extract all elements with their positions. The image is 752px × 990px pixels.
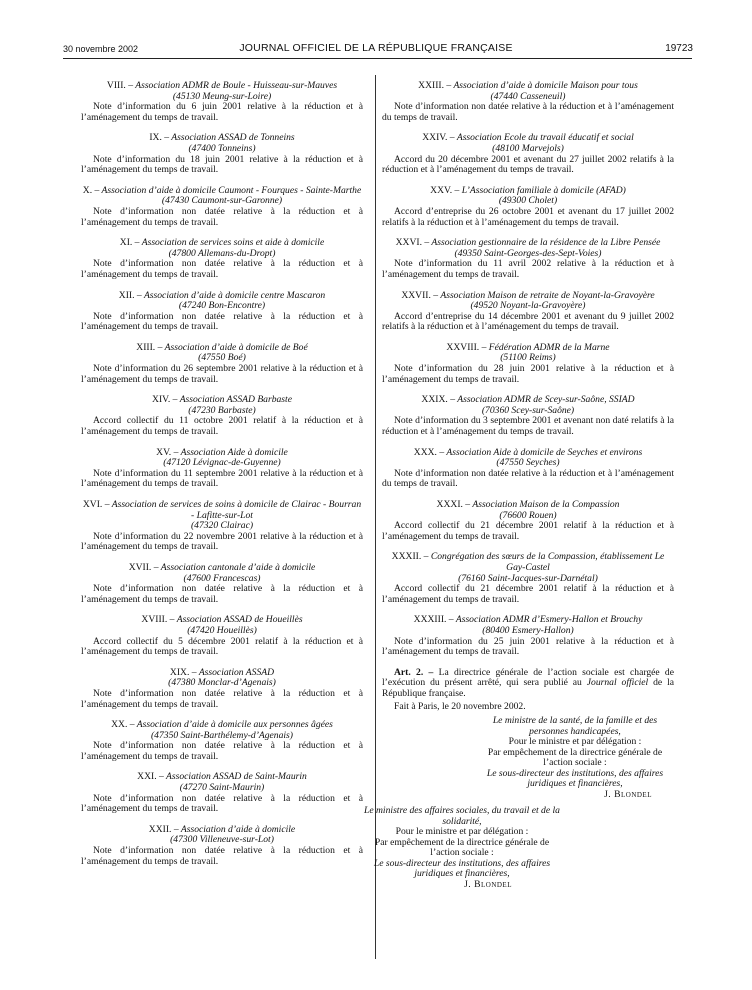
entry-number: XIV. – <box>152 394 178 406</box>
entry-place: (47430 Caumont-sur-Garonne) <box>161 195 283 207</box>
entry-number: XVII. – <box>128 561 159 573</box>
signature1-name: J. Blondel <box>604 788 652 800</box>
association-entry <box>382 448 674 490</box>
entry-association-name: Congrégation des sœurs de la Compassion, établissement Le Gay-Castel <box>430 551 665 573</box>
signature-block-affaires-sociales <box>362 806 562 890</box>
entry-number: XVI. – <box>82 499 110 510</box>
association-entry <box>382 238 674 280</box>
association-entry <box>81 563 363 605</box>
association-entry <box>382 133 674 175</box>
entry-place: (47800 Allemans-du-Dropt) <box>168 247 276 259</box>
entry-text: Note d’information non datée relative à la réduction et à l’aménagement du temps de travail. <box>81 583 363 605</box>
entry-association-name: Association Ecole du travail éducatif et social <box>456 132 634 144</box>
article-text-after: de la République française. <box>382 677 674 699</box>
association-entry <box>81 395 363 437</box>
entry-place: (45130 Meung-sur-Loire) <box>172 90 272 102</box>
article-label: Art. 2. – <box>394 666 434 678</box>
signature-block-sante <box>480 716 670 800</box>
entry-text: Note d’information non datée relative à la réduction et à l’aménagement du temps de travail. <box>81 310 363 333</box>
entry-number: XXXII. – <box>391 551 429 563</box>
entry-association-name: Association d’aide à domicile de Boé <box>164 341 308 353</box>
association-entry <box>81 81 363 123</box>
entry-place: (48100 Marvejols) <box>492 142 564 154</box>
signature2-pour: Pour le ministre et par délégation : <box>395 826 529 838</box>
entry-number: XV. – <box>156 446 179 458</box>
entry-text: Accord d’entreprise du 14 décembre 2001 et avenant du 9 juillet 2002 relatifs à la réduction et à l’aménagement du temps de travail. <box>382 310 674 333</box>
entry-text: Accord collectif du 5 décembre 2001 relatif à la réduction et à l’aménagement du temps de travail. <box>81 635 363 658</box>
entry-number: XIII. – <box>136 341 163 353</box>
entry-place: (47120 Lévignac-de-Guyenne) <box>163 457 281 469</box>
entry-place: (49350 Saint-Georges-des-Sept-Voies) <box>454 247 602 259</box>
entry-association-name: Association Aide à domicile de Seyches et environs <box>446 446 643 458</box>
entry-text: Accord collectif du 21 décembre 2001 relatif à la réduction et à l’aménagement du temps de travail. <box>382 520 674 542</box>
entry-text: Note d’information du 28 juin 2001 relative à la réduction et à l’aménagement du temps de travail. <box>382 363 674 385</box>
entry-association-name: Association ADMR d’Esmery-Hallon et Brouchy <box>455 614 643 626</box>
entry-text: Accord collectif du 11 octobre 2001 relatif à la réduction et à l’aménagement du temps de travail. <box>81 415 363 438</box>
entry-heading <box>81 238 363 259</box>
entry-heading <box>81 563 363 584</box>
entry-text: Note d’information non datée relative à la réduction et à l’aménagement du temps de travail. <box>81 740 363 762</box>
association-entry <box>81 720 363 762</box>
entry-place: (47300 Villeneuve-sur-Lot) <box>170 834 274 846</box>
signature1-empechement: Par empêchement de la directrice générale de l’action sociale : <box>487 746 663 769</box>
page-header <box>0 0 752 70</box>
entry-association-name: Association d’aide à domicile Caumont - Fourques - Sainte-Marthe <box>101 184 362 196</box>
entry-number: XXVII. – <box>401 289 439 301</box>
entry-heading <box>81 448 363 469</box>
entry-association-name: Association ASSAD de Tonneins <box>171 132 295 144</box>
entry-heading <box>81 825 363 846</box>
entry-number: XXV. – <box>430 184 460 196</box>
entry-association-name: Association ADMR de Scey-sur-Saône, SSIAD <box>457 394 635 406</box>
association-entry <box>81 668 363 710</box>
right-column <box>364 80 674 890</box>
entry-association-name: Association d’aide à domicile Maison pour tous <box>453 80 638 91</box>
entry-heading <box>382 343 674 364</box>
association-entry <box>81 500 363 553</box>
entry-number: X. – <box>82 184 100 196</box>
article-2 <box>382 668 674 700</box>
entry-text: Note d’information non datée relative à la réduction et à l’aménagement du temps de travail. <box>81 687 363 710</box>
entry-heading <box>81 500 363 532</box>
entry-place: (47550 Boé) <box>198 352 246 364</box>
entry-text: Accord du 20 décembre 2001 et avenant du 27 juillet 2002 relatifs à la réduction et à l’aménagement du temps de travail. <box>382 153 674 176</box>
entry-heading <box>81 772 363 793</box>
association-entry <box>81 291 363 333</box>
header-rule <box>63 58 692 59</box>
association-entry <box>81 133 363 175</box>
entry-association-name: Association cantonale d’aide à domicile <box>160 561 316 573</box>
signature2-name: J. Blondel <box>464 878 512 890</box>
entry-association-name: Association de services de soins à domicile de Clairac - Bourran - Lafitte-sur-Lot <box>111 499 362 521</box>
signature1-sous-directeur: Le sous-directeur des institutions, des affaires juridiques et financières, <box>486 767 664 790</box>
entry-place: (51100 Reims) <box>500 352 556 364</box>
entry-heading <box>382 500 674 521</box>
entry-heading <box>81 186 363 207</box>
entry-heading <box>382 448 674 469</box>
entry-text: Note d’information non datée relative à la réduction et à l’aménagement du temps de travail. <box>382 467 674 490</box>
entry-heading <box>382 238 674 259</box>
entry-place: (47380 Monclar-d’Agenais) <box>168 677 276 689</box>
entry-place: (47400 Tonneins) <box>188 142 256 154</box>
association-entry <box>81 615 363 657</box>
entry-text: Note d’information du 6 juin 2001 relative à la réduction et à l’aménagement du temps de travail. <box>81 101 363 123</box>
entry-heading <box>81 720 363 741</box>
entry-association-name: Association d’aide à domicile aux personnes âgées <box>136 719 333 731</box>
entry-heading <box>81 668 363 689</box>
entry-heading <box>382 552 674 584</box>
entry-association-name: Association Maison de retraite de Noyant-la-Gravoyère <box>440 289 655 301</box>
entry-place: (49300 Cholet) <box>498 195 558 207</box>
entry-place: (47440 Casseneuil) <box>490 90 566 102</box>
entry-number: XI. – <box>119 237 140 249</box>
association-entry <box>81 343 363 385</box>
entry-text: Note d’information non datée relative à la réduction et à l’aménagement du temps de travail. <box>81 258 363 280</box>
entry-text: Note d’information du 18 juin 2001 relative à la réduction et à l’aménagement du temps de travail. <box>81 153 363 176</box>
entry-association-name: Association ADMR de Boule - Huisseau-sur-Mauves <box>135 80 338 91</box>
association-entry <box>81 448 363 490</box>
association-entry <box>382 500 674 542</box>
association-entry <box>382 343 674 385</box>
entry-text: Note d’information du 26 septembre 2001 relative à la réduction et à l’aménagement du temps de travail. <box>81 363 363 385</box>
fait-a-paris: Fait à Paris, le 20 novembre 2002. <box>394 700 526 712</box>
entry-heading <box>382 81 674 102</box>
entry-text: Accord collectif du 21 décembre 2001 relatif à la réduction et à l’aménagement du temps de travail. <box>382 583 674 605</box>
entry-text: Note d’information non datée relative à la réduction et à l’aménagement du temps de travail. <box>81 845 363 867</box>
association-entry <box>382 395 674 437</box>
association-entry <box>81 772 363 814</box>
entry-association-name: Association gestionnaire de la résidence de la Libre Pensée <box>431 237 661 249</box>
entry-heading <box>81 615 363 636</box>
entry-association-name: Association ASSAD Barbaste <box>179 394 292 406</box>
entry-place: (47420 Houeillès) <box>187 624 257 636</box>
header-date: 30 novembre 2002 <box>63 44 139 54</box>
entry-association-name: Association d’aide à domicile centre Mascaron <box>143 289 326 301</box>
entry-text: Note d’information non datée relative à la réduction et à l’aménagement du temps de travail. <box>382 101 674 123</box>
association-entry <box>382 291 674 333</box>
entry-heading <box>382 291 674 312</box>
entry-number: XXXI. – <box>436 499 471 510</box>
article-journal: Journal officiel <box>586 677 649 689</box>
entry-heading <box>81 133 363 154</box>
association-entry <box>81 238 363 280</box>
association-entry <box>382 615 674 657</box>
right-entries-list <box>382 81 674 658</box>
entry-heading <box>81 81 363 102</box>
entry-place: (47240 Bon-Encontre) <box>178 300 266 312</box>
entry-heading <box>81 291 363 312</box>
entry-association-name: L’Association familiale à domicile (AFAD) <box>461 184 626 196</box>
entry-association-name: Association d’aide à domicile <box>180 823 296 835</box>
association-entry <box>382 186 674 228</box>
entry-place: (47270 Saint-Maurin) <box>179 782 265 794</box>
article-text-before: La directrice générale de l’action sociale est chargée de l’exécution du présent arrêté, qui sera publié au <box>382 666 674 689</box>
entry-place: (76600 Rouen) <box>499 509 557 521</box>
signature2-empechement: Par empêchement de la directrice générale de l’action sociale : <box>374 836 550 859</box>
entry-association-name: Association ASSAD <box>198 666 275 678</box>
entry-number: XXII. – <box>148 823 179 835</box>
entry-number: XXXIII. – <box>413 614 454 626</box>
entry-number: XXIII. – <box>418 80 452 91</box>
entry-text: Note d’information du 25 juin 2001 relative à la réduction et à l’aménagement du temps de travail. <box>382 635 674 658</box>
entry-association-name: Fédération ADMR de la Marne <box>488 341 610 353</box>
entry-number: IX. – <box>149 132 170 144</box>
entry-number: XXX. – <box>413 446 445 458</box>
entry-association-name: Association Aide à domicile <box>180 446 288 458</box>
signature1-pour: Pour le ministre et par délégation : <box>508 736 642 748</box>
entry-heading <box>382 186 674 207</box>
association-entry <box>81 186 363 228</box>
page-number: 19723 <box>665 43 693 54</box>
association-entry <box>382 81 674 123</box>
entry-number: XXI. – <box>137 771 164 783</box>
journal-title: JOURNAL OFFICIEL DE LA RÉPUBLIQUE FRANÇAISE <box>239 42 513 54</box>
entry-number: VIII. – <box>106 80 133 91</box>
entry-association-name: Association de services soins et aide à domicile <box>141 237 325 249</box>
signature1-minister: Le ministre de la santé, de la famille et des personnes handicapées, <box>492 715 658 737</box>
entry-heading <box>81 343 363 364</box>
entry-heading <box>81 395 363 416</box>
entry-text: Note d’information du 3 septembre 2001 et avenant non daté relatifs à la réduction et à l’aménagement du temps de travail. <box>382 415 674 438</box>
entry-number: XX. – <box>111 719 135 731</box>
entry-association-name: Association ASSAD de Houeillès <box>176 614 303 626</box>
entry-text: Note d’information du 11 septembre 2001 relative à la réduction et à l’aménagement du temps de travail. <box>81 467 363 490</box>
entry-heading <box>382 133 674 154</box>
entry-place: (47550 Seyches) <box>496 457 560 469</box>
entry-number: XXVIII. – <box>446 341 487 353</box>
entry-place: (47230 Barbaste) <box>188 404 256 416</box>
entry-place: (76160 Saint-Jacques-sur-Darnétal) <box>458 572 598 584</box>
entry-heading <box>382 615 674 636</box>
entry-place: (47600 Francescas) <box>183 572 261 584</box>
entry-text: Accord d’entreprise du 26 octobre 2001 et avenant du 17 juillet 2002 relatifs à la réduction et à l’aménagement du temps de travail. <box>382 205 674 228</box>
left-column <box>81 81 363 877</box>
entry-place: (47350 Saint-Barthélemy-d’Agenais) <box>150 729 293 741</box>
entry-number: XIX. – <box>169 666 197 678</box>
association-entry <box>382 552 674 605</box>
entry-association-name: Association ASSAD de Saint-Maurin <box>166 771 307 783</box>
entry-text: Note d’information non datée relative à la réduction et à l’aménagement du temps de travail. <box>81 205 363 228</box>
entry-text: Note d’information du 11 avril 2002 relative à la réduction et à l’aménagement du temps de travail. <box>382 258 674 280</box>
entry-text: Note d’information du 22 novembre 2001 relative à la réduction et à l’aménagement du temps de travail. <box>81 530 363 553</box>
signature2-minister: Le ministre des affaires sociales, du travail et de la solidarité, <box>364 805 560 827</box>
entry-place: (49520 Noyant-la-Gravoyère) <box>470 300 586 312</box>
entry-association-name: Association Maison de la Compassion <box>472 499 620 510</box>
entry-number: XXIX. – <box>421 394 455 406</box>
entry-number: XII. – <box>118 289 142 301</box>
entry-number: XVIII. – <box>141 614 175 626</box>
signature2-sous-directeur: Le sous-directeur des institutions, des affaires juridiques et financières, <box>373 857 551 880</box>
entry-number: XXVI. – <box>395 237 430 249</box>
entry-heading <box>382 395 674 416</box>
entry-number: XXIV. – <box>422 132 455 144</box>
entry-place: (70360 Scey-sur-Saône) <box>481 404 575 416</box>
entry-place: (80400 Esmery-Hallon) <box>482 624 574 636</box>
entry-text: Note d’information non datée relative à la réduction et à l’aménagement du temps de travail. <box>81 792 363 815</box>
association-entry <box>81 825 363 867</box>
entry-place: (47320 Clairac) <box>190 520 254 532</box>
